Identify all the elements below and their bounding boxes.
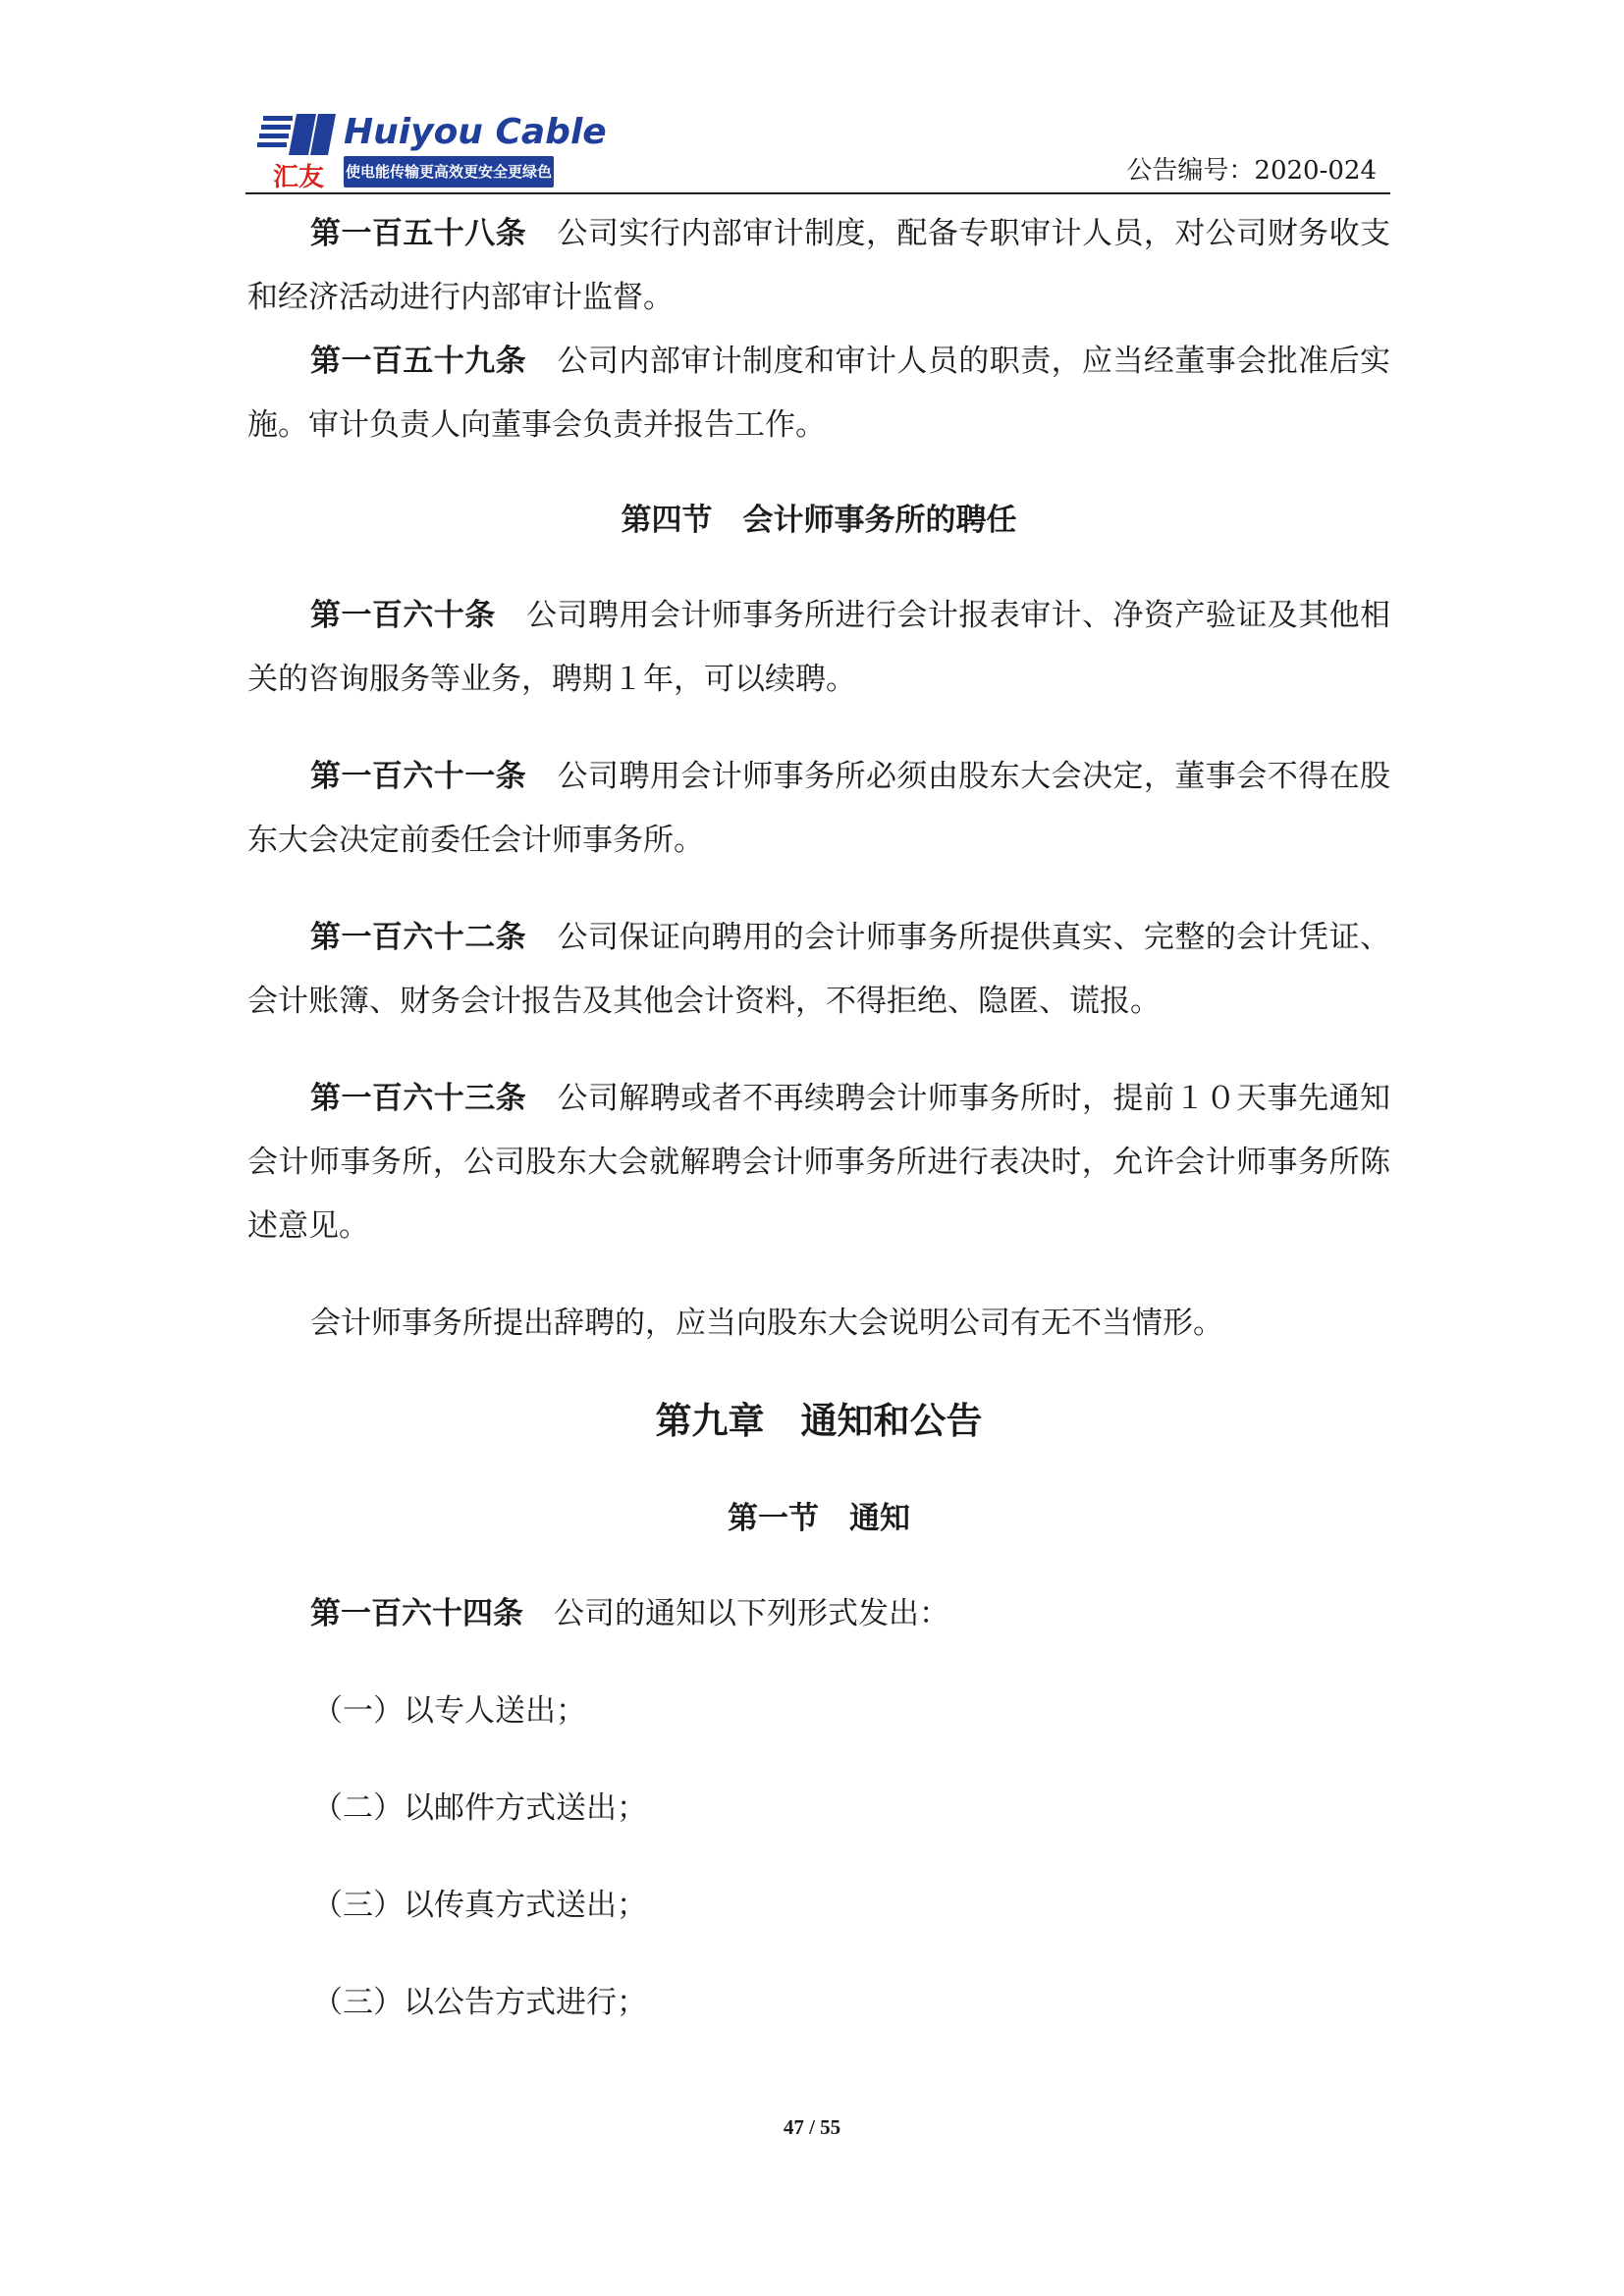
article-text: 公司聘用会计师事务所必须由股东大会决定，董事会不得在股东大会决定前委任会计师事务所。 (247, 759, 1391, 858)
article-162 (247, 906, 1390, 1034)
list-item: （三）以传真方式送出； (312, 1888, 647, 1923)
article-number: 第一百六十三条 (310, 1081, 527, 1116)
section-heading-1: 第一节 通知 (728, 1501, 910, 1536)
logo-chinese-name: 汇友 (272, 163, 324, 192)
logo-brand-text: Huiyou Cable (344, 112, 607, 152)
article-number: 第一百五十八条 (310, 216, 527, 251)
article-158 (247, 202, 1390, 330)
article-text: 公司保证向聘用的会计师事务所提供真实、完整的会计凭证、会计账簿、财务会计报告及其他会计资料，不得拒绝、隐匿、谎报。 (247, 920, 1391, 1019)
article-number: 第一百六十二条 (310, 920, 527, 955)
article-text: 公司实行内部审计制度，配备专职审计人员，对公司财务收支和经济活动进行内部审计监督。 (247, 216, 1391, 315)
header-divider (245, 192, 1390, 194)
chapter-heading-9: 第九章 通知和公告 (655, 1400, 983, 1442)
section-heading-4: 第四节 会计师事务所的聘任 (621, 503, 1017, 538)
article-text: 公司内部审计制度和审计人员的职责，应当经董事会批准后实施。审计负责人向董事会负责并报告工作。 (247, 344, 1391, 443)
company-logo (257, 110, 607, 192)
article-number: 第一百六十条 (310, 598, 496, 633)
article-text: 公司的通知以下列形式发出： (554, 1596, 949, 1631)
article-text: 公司聘用会计师事务所进行会计报表审计、净资产验证及其他相关的咨询服务等业务，聘期１年，可以续聘。 (247, 598, 1391, 697)
article-number: 第一百五十九条 (310, 344, 527, 379)
document-body (247, 202, 1390, 2035)
list-item: （三）以公告方式进行； (312, 1985, 647, 2020)
article-number: 第一百六十一条 (310, 759, 527, 794)
list-item: （二）以邮件方式送出； (312, 1790, 647, 1826)
article-161 (247, 745, 1390, 873)
article-160 (247, 584, 1390, 712)
page-number: 47 / 55 (783, 2115, 841, 2139)
article-159 (247, 330, 1390, 457)
article-164 (247, 1582, 1390, 1646)
announcement-number: 公告编号：2020-024 (1126, 156, 1377, 186)
logo-slogan: 使电能传输更高效更安全更绿色 (344, 156, 554, 187)
article-number: 第一百六十四条 (310, 1596, 523, 1631)
article-text: 公司解聘或者不再续聘会计师事务所时，提前１０天事先通知会计师事务所，公司股东大会就解聘会计师事务所进行表决时，允许会计师事务所陈述意见。 (247, 1081, 1391, 1244)
list-item: （一）以专人送出； (312, 1693, 586, 1729)
article-163 (247, 1067, 1390, 1258)
resignation-paragraph: 会计师事务所提出辞聘的，应当向股东大会说明公司有无不当情形。 (310, 1306, 1223, 1341)
